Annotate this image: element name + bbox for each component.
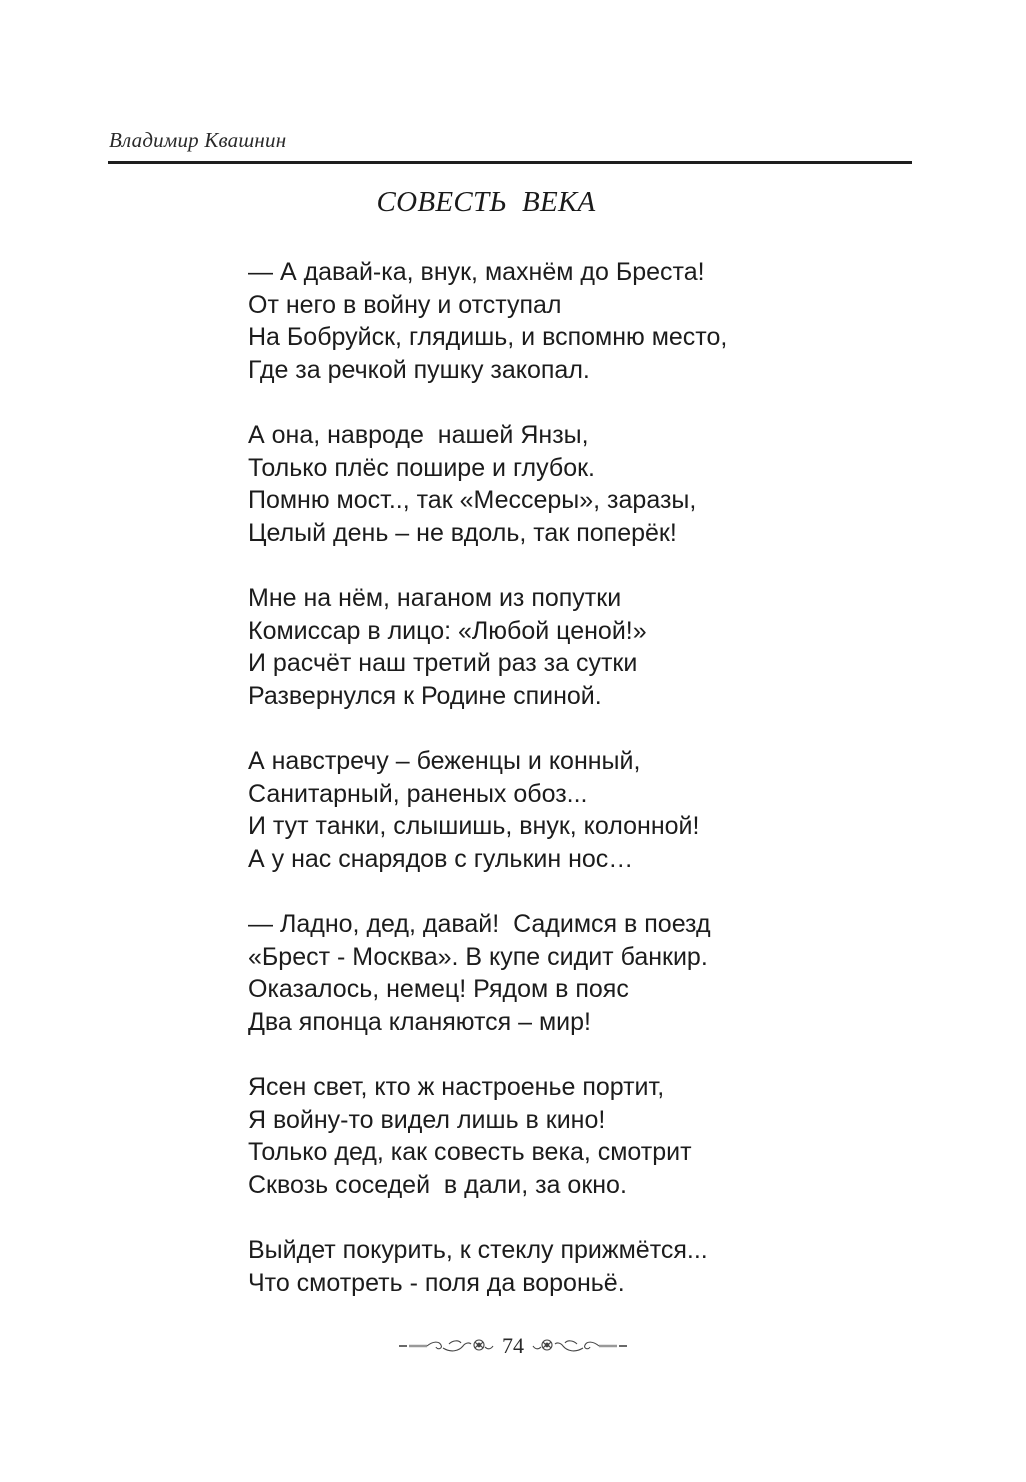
poem-line: Комиссар в лицо: «Любой ценой!» bbox=[248, 616, 647, 645]
poem-line: Оказалось, немец! Рядом в пояс bbox=[248, 975, 629, 1003]
floral-ornament-right-icon bbox=[532, 1335, 627, 1357]
poem-line: На Бобруйск, глядишь, и вспомню место, bbox=[248, 323, 728, 351]
poem-line: Сквозь соседей в дали, за окно. bbox=[248, 1170, 627, 1199]
stanza bbox=[248, 908, 727, 1038]
poem-body bbox=[248, 256, 727, 1332]
stanza bbox=[248, 1071, 727, 1201]
poem-line: А у нас снарядов с гулькин нос… bbox=[248, 844, 634, 873]
poem-line: Ясен свет, кто ж настроенье портит, bbox=[248, 1073, 665, 1101]
stanza bbox=[248, 256, 727, 386]
stanza bbox=[248, 745, 727, 875]
poem-line: А она, навроде нашей Янзы, bbox=[248, 421, 589, 449]
poem-line: Развернулся к Родине спиной. bbox=[248, 681, 602, 710]
poem-line: Мне на нём, наганом из попутки bbox=[248, 584, 622, 612]
poem-line: Я войну-то видел лишь в кино! bbox=[248, 1105, 606, 1134]
poem-line: Только дед, как совесть века, смотрит bbox=[248, 1138, 692, 1166]
page-number: 74 bbox=[502, 1333, 524, 1358]
poem-line: И тут танки, слышишь, внук, колонной! bbox=[248, 812, 700, 840]
poem-line: И расчёт наш третий раз за сутки bbox=[248, 649, 638, 677]
poem-line: От него в войну и отступал bbox=[248, 290, 562, 319]
poem-line: Целый день – не вдоль, так поперёк! bbox=[248, 518, 677, 547]
poem-line: Только плёс пошире и глубок. bbox=[248, 453, 595, 482]
poem-line: Где за речкой пушку закопал. bbox=[248, 355, 590, 384]
poem-line: Что смотреть - поля да вороньё. bbox=[248, 1268, 625, 1297]
poem-line: Санитарный, раненых обоз... bbox=[248, 779, 588, 808]
stanza bbox=[248, 419, 727, 549]
poem-line: А навстречу – беженцы и конный, bbox=[248, 747, 641, 775]
poem-line: Выйдет покурить, к стеклу прижмётся... bbox=[248, 1236, 708, 1264]
running-head-author: Владимир Квашнин bbox=[109, 128, 287, 152]
poem-line: Помню мост.., так «Мессеры», заразы, bbox=[248, 486, 697, 514]
stanza bbox=[248, 582, 727, 712]
header-rule bbox=[108, 161, 912, 164]
poem-line: — А давай-ка, внук, махнём до Бреста! bbox=[248, 258, 705, 286]
page-footer bbox=[0, 1334, 1026, 1358]
stanza bbox=[248, 1234, 727, 1299]
poem-line: — Ладно, дед, давай! Садимся в поезд bbox=[248, 910, 711, 938]
poem-title: СОВЕСТЬ ВЕКА bbox=[376, 186, 596, 218]
floral-ornament-left-icon bbox=[399, 1335, 494, 1357]
poem-line: «Брест - Москва». В купе сидит банкир. bbox=[248, 942, 708, 971]
poem-line: Два японца кланяются – мир! bbox=[248, 1007, 591, 1036]
